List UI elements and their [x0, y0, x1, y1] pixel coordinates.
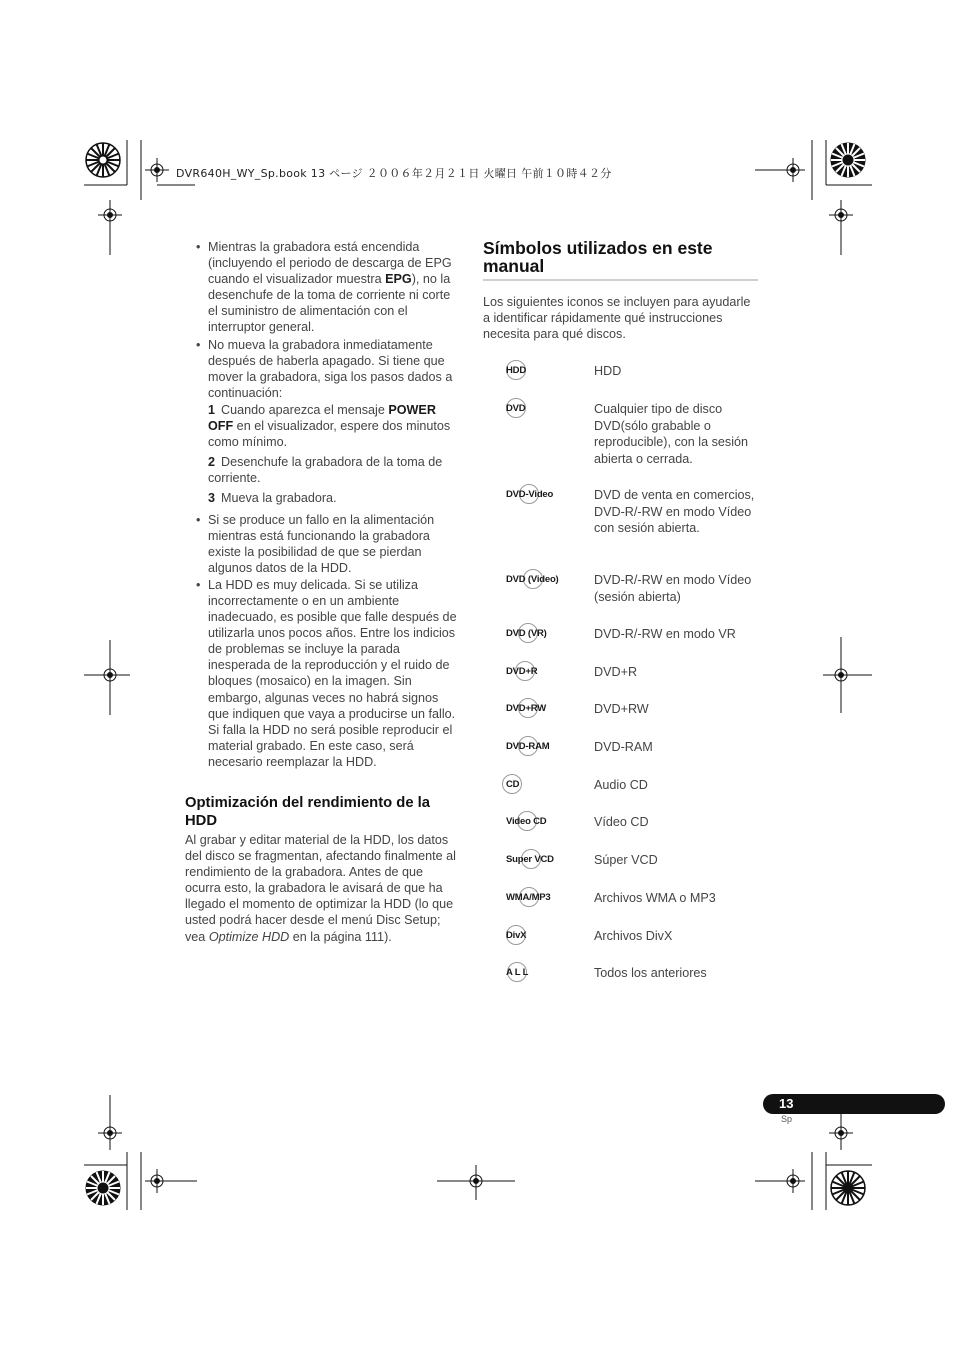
disc-type-icon: DVD (Video) — [505, 569, 560, 589]
starburst-icon — [86, 143, 120, 177]
disc-type-icon: DVD+R — [505, 661, 538, 681]
disc-type-icon: HDD — [505, 360, 527, 380]
disc-type-icon: WMA/MP3 — [505, 887, 552, 907]
disc-type-icon: DVD (VR) — [505, 623, 548, 643]
left-column — [185, 239, 458, 945]
file-header: DVR640H_WY_Sp.book 13 ページ ２００６年２月２１日 火曜日 午前１０時４２分 — [176, 167, 612, 180]
disc-type-icon: DVD-RAM — [505, 736, 550, 756]
section-subheading: Optimización del rendimiento de la HDD — [185, 795, 431, 829]
list-item: • No mueva la grabadora inmediatamente después de haberla apagado. Si tiene que mover la grabadora, siga los pasos dados a continuación: 1 Cuando aparezca el mensaje POWER OFF en el visualizador, espere dos minutos como mínimo. 2 Desenchufe la grabadora de la toma de corriente. 3 Mueva la grabadora. — [185, 337, 458, 507]
list-item: • Si se produce un fallo en la alimentación mientras está funcionando la grabadora existe la posibilidad de que se pierdan algunos datos de la HDD. — [185, 512, 458, 576]
disc-type-icon: Super VCD — [505, 849, 555, 869]
disc-type-icon: Video CD — [505, 811, 547, 831]
intro-paragraph: Los siguientes iconos se incluyen para ayudarle a identificar rápidamente qué instrucciones necesita para qué discos. — [483, 295, 751, 342]
disc-type-icon: DivX — [505, 925, 527, 945]
language-code: Sp — [781, 1114, 793, 1124]
right-column — [483, 239, 758, 342]
disc-type-icon: DVD — [505, 398, 526, 418]
disc-type-icon: A L L — [505, 962, 529, 982]
section-title: Símbolos utilizados en este manual — [483, 239, 758, 281]
disc-type-icon: DVD-Video — [505, 484, 554, 504]
list-item: • La HDD es muy delicada. Si se utiliza incorrectamente o en un ambiente inadecuado, es posible que falle después de utilizarla unos pocos años. Entre los indicios de problemas se incluye la parada inesperada de la reproducción y el ruido de bloques (mosaico) en la imagen. Sin embargo, algunas veces no habrá signos que indiquen que vaya a producirse un fallo. Si falla la HDD no será posible reproducir el material grabado. En este caso, será necesario reemplazar la HDD. — [185, 577, 458, 770]
precautions-list — [185, 239, 458, 770]
step-item: 2 Desenchufe la grabadora de la toma de corriente. — [208, 455, 443, 486]
disc-type-icon: CD — [505, 774, 520, 794]
step-item: 1 Cuando aparezca el mensaje POWER OFF en el visualizador, espere dos minutos como mínimo. — [208, 402, 451, 450]
optimization-paragraph: Al grabar y editar material de la HDD, los datos del disco se fragmentan, afectando finalmente al rendimiento de la grabadora. Antes de que ocurra esto, la grabadora le avisará de que ha llegado el momento de optimizar la HDD (lo que usted podrá hacer desde el menú Disc Setup; vea Optimize HDD en la página 111). — [185, 833, 456, 944]
list-item: • Mientras la grabadora está encendida (incluyendo el periodo de descarga de EPG cuando el visualizador muestra EPG), no la desenchufe de la toma de corriente ni corte el suministro de alimentación con el interruptor general. — [185, 239, 458, 336]
move-steps — [208, 402, 458, 507]
disc-type-icon: DVD+RW — [505, 698, 547, 718]
page-number: 13 — [779, 1096, 794, 1111]
step-item: 3 Mueva la grabadora. — [208, 491, 337, 506]
